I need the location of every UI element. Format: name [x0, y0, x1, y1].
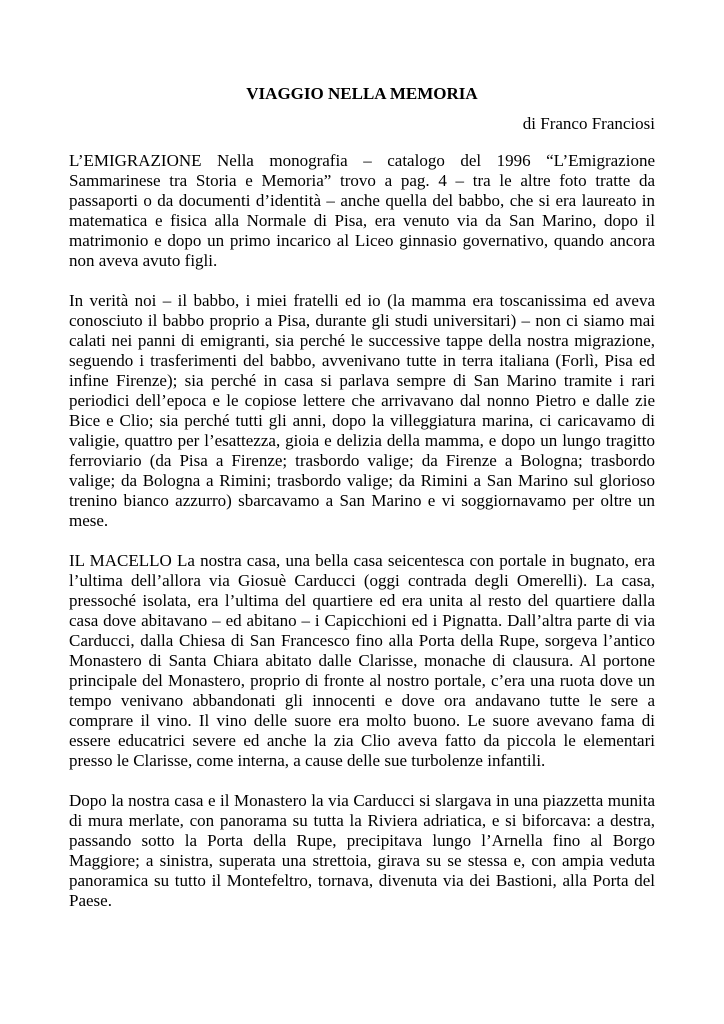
document-title: VIAGGIO NELLA MEMORIA — [246, 84, 478, 103]
paragraph-piazzetta: Dopo la nostra casa e il Monastero la via Carducci si slargava in una piazzetta munita di mura merlate, con panorama su tutta la Riviera adriatica, e si biforcava: a destra, passando sotto la Porta della Rupe, precipitava lungo l’Arnella fino al Borgo Maggiore; a sinistra, superata una strettoia, girava su se stessa e, con ampia veduta panoramica su tutto il Montefeltro, tornava, divenuta via dei Bastioni, alla Porta del Paese. — [69, 791, 655, 910]
paragraph-macello: IL MACELLO La nostra casa, una bella casa seicentesca con portale in bugnato, era l’ultima dell’allora via Giosuè Carducci (oggi contrada degli Omerelli). La casa, pressoché isolata, era l’ultima del quartiere ed era unita al resto del quartiere dalla casa dove abitavano – ed abitano – i Capicchioni ed i Pignatta. Dall’altra parte di via Carducci, dalla Chiesa di San Francesco fino alla Porta della Rupe, sorgeva l’antico Monastero di Santa Chiara abitato dalle Clarisse, monache di clausura. Al portone principale del Monastero, proprio di fronte al nostro portale, c’era una ruota dove un tempo venivano abbandonati gli innocenti e dove ora andavano tutte le sere a comprare il vino. Il vino delle suore era molto buono. Le suore avevano fama di essere educatrici severe ed anche la zia Clio aveva fatto da piccola le elementari presso le Clarisse, come interna, a cause delle sue turbolenze infantili. — [69, 551, 655, 770]
document-page — [69, 84, 655, 931]
document-author: di Franco Franciosi — [522, 114, 655, 133]
paragraph-emigrazione: L’EMIGRAZIONE Nella monografia – catalogo del 1996 “L’Emigrazione Sammarinese tra Storia e Memoria” trovo a pag. 4 – tra le altre foto tratte da passaporti o da documenti d’identità – anche quella del babbo, che si era laureato in matematica e fisica alla Normale di Pisa, era venuto via da San Marino, dopo il matrimonio e dopo un primo incarico al Liceo ginnasio governativo, quando ancora non aveva avuto figli. — [69, 151, 655, 270]
paragraph-verita: In verità noi – il babbo, i miei fratelli ed io (la mamma era toscanissima ed aveva conosciuto il babbo proprio a Pisa, durante gli studi universitari) – non ci siamo mai calati nei panni di emigranti, sia perché le successive tappe della nostra migrazione, seguendo i trasferimenti del babbo, avvenivano tutte in terra italiana (Forlì, Pisa ed infine Firenze); sia perché in casa si parlava sempre di San Marino tramite i rari periodici dell’epoca e le copiose lettere che arrivavano dal nonno Pietro e dalle zie Bice e Clio; sia perché tutti gli anni, dopo la villeggiatura marina, ci caricavamo di valigie, quattro per l’esattezza, gioia e delizia della mamma, e dopo un lungo tragitto ferroviario (da Pisa a Firenze; trasbordo valige; da Firenze a Bologna; trasbordo valige; da Bologna a Rimini; trasbordo valige; da Rimini a San Marino sul glorioso trenino bianco azzurro) sbarcavamo a San Marino e vi soggiornavamo per oltre un mese. — [69, 291, 655, 530]
